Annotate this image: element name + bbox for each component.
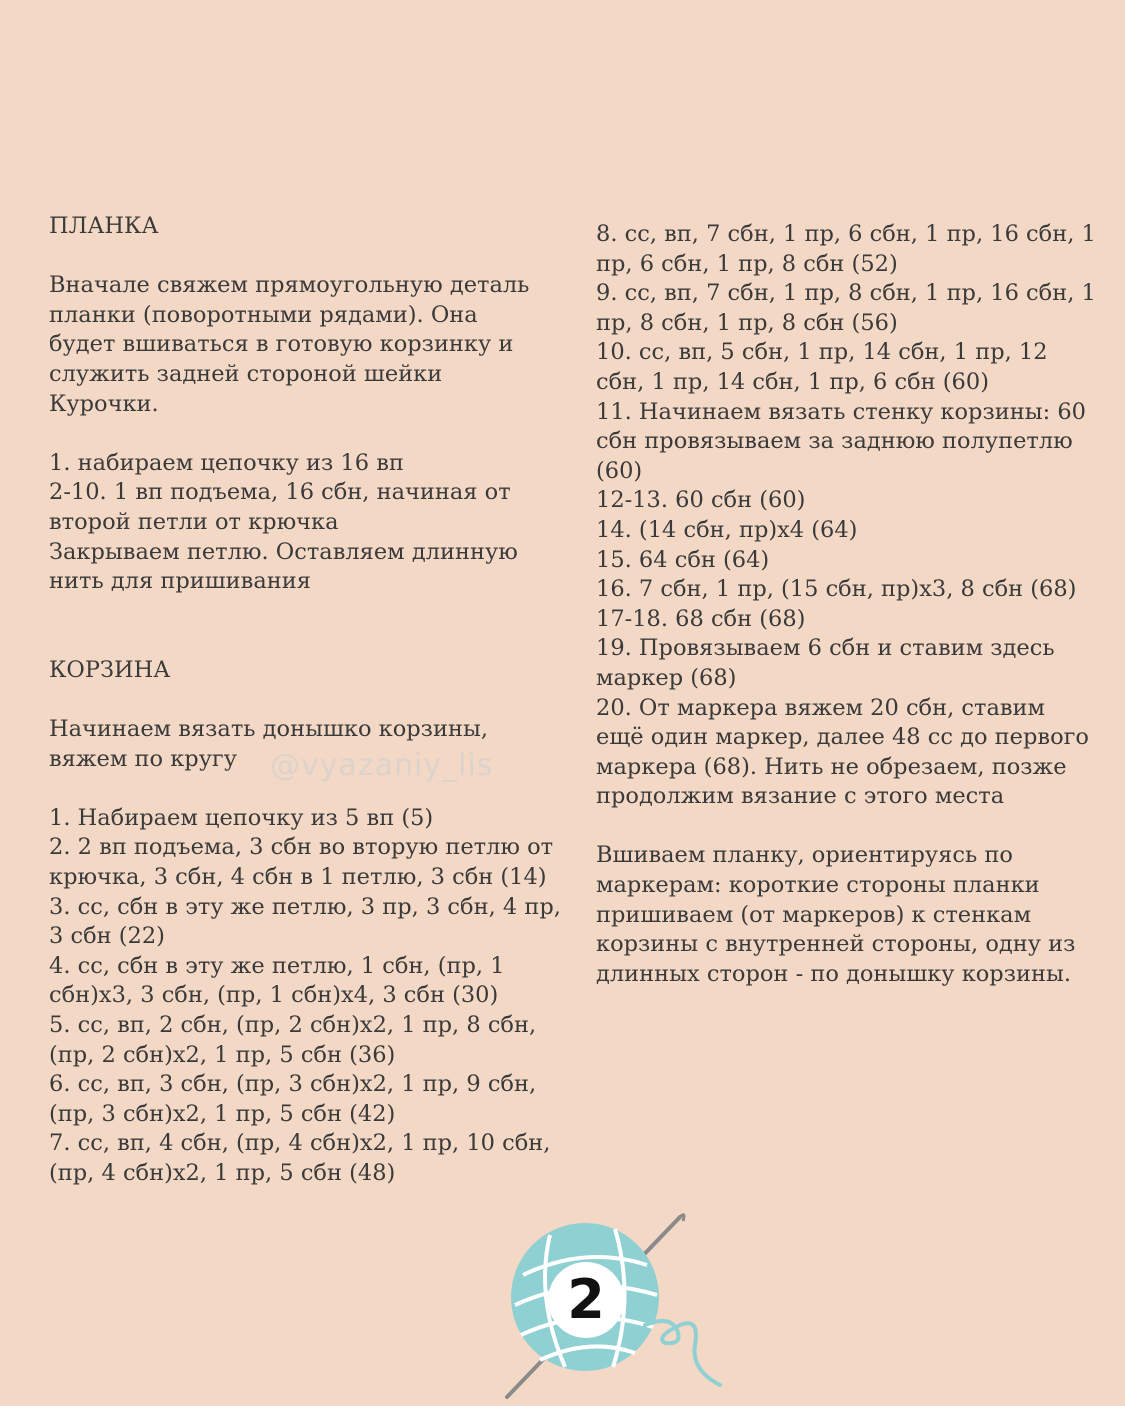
text-line: 12-13. 60 сбн (60)	[596, 487, 806, 514]
text-line: крючка, 3 сбн, 4 сбн в 1 петлю, 3 сбн (14)	[49, 864, 547, 891]
text-line: корзины с внутренней стороны, одну из	[596, 931, 1076, 958]
paragraph-gap	[49, 419, 569, 449]
text-line: сбн провязываем за заднюю полупетлю	[596, 428, 1073, 455]
text-line: маркера (68). Нить не обрезаем, позже	[596, 753, 1067, 780]
paragraph	[49, 656, 569, 686]
text-line: ещё один маркер, далее 48 сс до первого	[596, 724, 1089, 751]
text-line: 1. набираем цепочку из 16 вп	[49, 449, 404, 476]
paragraph-gap	[49, 686, 569, 716]
paragraph	[596, 841, 1096, 989]
text-line: 2. 2 вп подъема, 3 сбн во вторую петлю от	[49, 834, 554, 861]
text-line: 9. сс, вп, 7 сбн, 1 пр, 8 сбн, 1 пр, 16 сбн, 1	[596, 280, 1096, 307]
left-column	[49, 212, 569, 1189]
paragraph-gap	[49, 242, 569, 272]
text-line: 17-18. 68 сбн (68)	[596, 605, 806, 632]
paragraph	[596, 220, 1096, 812]
text-line: пришиваем (от маркеров) к стенкам	[596, 901, 1032, 928]
text-line: ПЛАНКА	[49, 213, 159, 239]
text-line: пр, 6 сбн, 1 пр, 8 сбн (52)	[596, 250, 898, 277]
text-line: 6. сс, вп, 3 сбн, (пр, 3 сбн)х2, 1 пр, 9 сбн,	[49, 1071, 537, 1098]
text-line: сбн, 1 пр, 14 сбн, 1 пр, 6 сбн (60)	[596, 368, 989, 395]
text-line: сбн)х3, 3 сбн, (пр, 1 сбн)х4, 3 сбн (30)	[49, 982, 499, 1009]
text-line: нить для пришивания	[49, 568, 311, 595]
text-line: (пр, 3 сбн)х2, 1 пр, 5 сбн (42)	[49, 1100, 396, 1127]
text-line: 10. сс, вп, 5 сбн, 1 пр, 14 сбн, 1 пр, 12	[596, 339, 1048, 366]
text-line: маркерам: короткие стороны планки	[596, 872, 1040, 899]
text-line: (пр, 2 сбн)х2, 1 пр, 5 сбн (36)	[49, 1041, 396, 1068]
watermark-text: @vyazaniy_lis	[270, 748, 494, 783]
paragraph-gap	[49, 597, 569, 627]
text-line: пр, 8 сбн, 1 пр, 8 сбн (56)	[596, 309, 898, 336]
text-line: 3. сс, сбн в эту же петлю, 3 пр, 3 сбн, 4 пр,	[49, 893, 561, 920]
text-line: 19. Провязываем 6 сбн и ставим здесь	[596, 635, 1055, 662]
text-line: (пр, 4 сбн)х2, 1 пр, 5 сбн (48)	[49, 1160, 396, 1186]
text-line: (60)	[596, 457, 643, 484]
text-line: 15. 64 сбн (64)	[596, 546, 770, 573]
text-line: 1. Набираем цепочку из 5 вп (5)	[49, 804, 434, 831]
paragraph	[49, 212, 569, 242]
text-line: вяжем по кругу	[49, 745, 237, 772]
text-line: второй петли от крючка	[49, 508, 339, 535]
text-line: 4. сс, сбн в эту же петлю, 1 сбн, (пр, 1	[49, 952, 505, 979]
text-line: Начинаем вязать донышко корзины,	[49, 716, 489, 743]
text-line: продолжим вязание с этого места	[596, 783, 1005, 810]
text-line: 8. сс, вп, 7 сбн, 1 пр, 6 сбн, 1 пр, 16 сбн, 1	[596, 221, 1096, 247]
text-line: служить задней стороной шейки	[49, 360, 443, 387]
text-line: 11. Начинаем вязать стенку корзины: 60	[596, 398, 1086, 425]
paragraph-gap	[49, 626, 569, 656]
text-line: Закрываем петлю. Оставляем длинную	[49, 538, 518, 565]
page-number: 2	[548, 1262, 624, 1338]
text-line: 2-10. 1 вп подъема, 16 сбн, начиная от	[49, 479, 511, 506]
text-line: КОРЗИНА	[49, 656, 171, 683]
paragraph	[49, 271, 569, 419]
text-line: 3 сбн (22)	[49, 923, 165, 950]
text-line: длинных сторон - по донышку корзины.	[596, 960, 1072, 987]
text-line: 20. От маркера вяжем 20 сбн, ставим	[596, 694, 1046, 721]
text-line: 16. 7 сбн, 1 пр, (15 сбн, пр)х3, 8 сбн (68)	[596, 576, 1077, 603]
text-line: Курочки.	[49, 390, 159, 417]
text-line: 7. сс, вп, 4 сбн, (пр, 4 сбн)х2, 1 пр, 10 сбн,	[49, 1130, 551, 1157]
text-line: 5. сс, вп, 2 сбн, (пр, 2 сбн)х2, 1 пр, 8 сбн,	[49, 1012, 537, 1039]
paragraph-gap	[596, 812, 1096, 842]
right-column	[596, 220, 1096, 989]
text-line: будет вшиваться в готовую корзинку и	[49, 331, 514, 358]
paragraph	[49, 804, 569, 1189]
text-line: планки (поворотными рядами). Она	[49, 301, 478, 328]
text-line: 14. (14 сбн, пр)х4 (64)	[596, 516, 858, 543]
text-line: Вначале свяжем прямоугольную деталь	[49, 272, 530, 299]
text-line: Вшиваем планку, ориентируясь по	[596, 842, 1013, 869]
text-line: маркер (68)	[596, 664, 737, 691]
paragraph	[49, 449, 569, 597]
